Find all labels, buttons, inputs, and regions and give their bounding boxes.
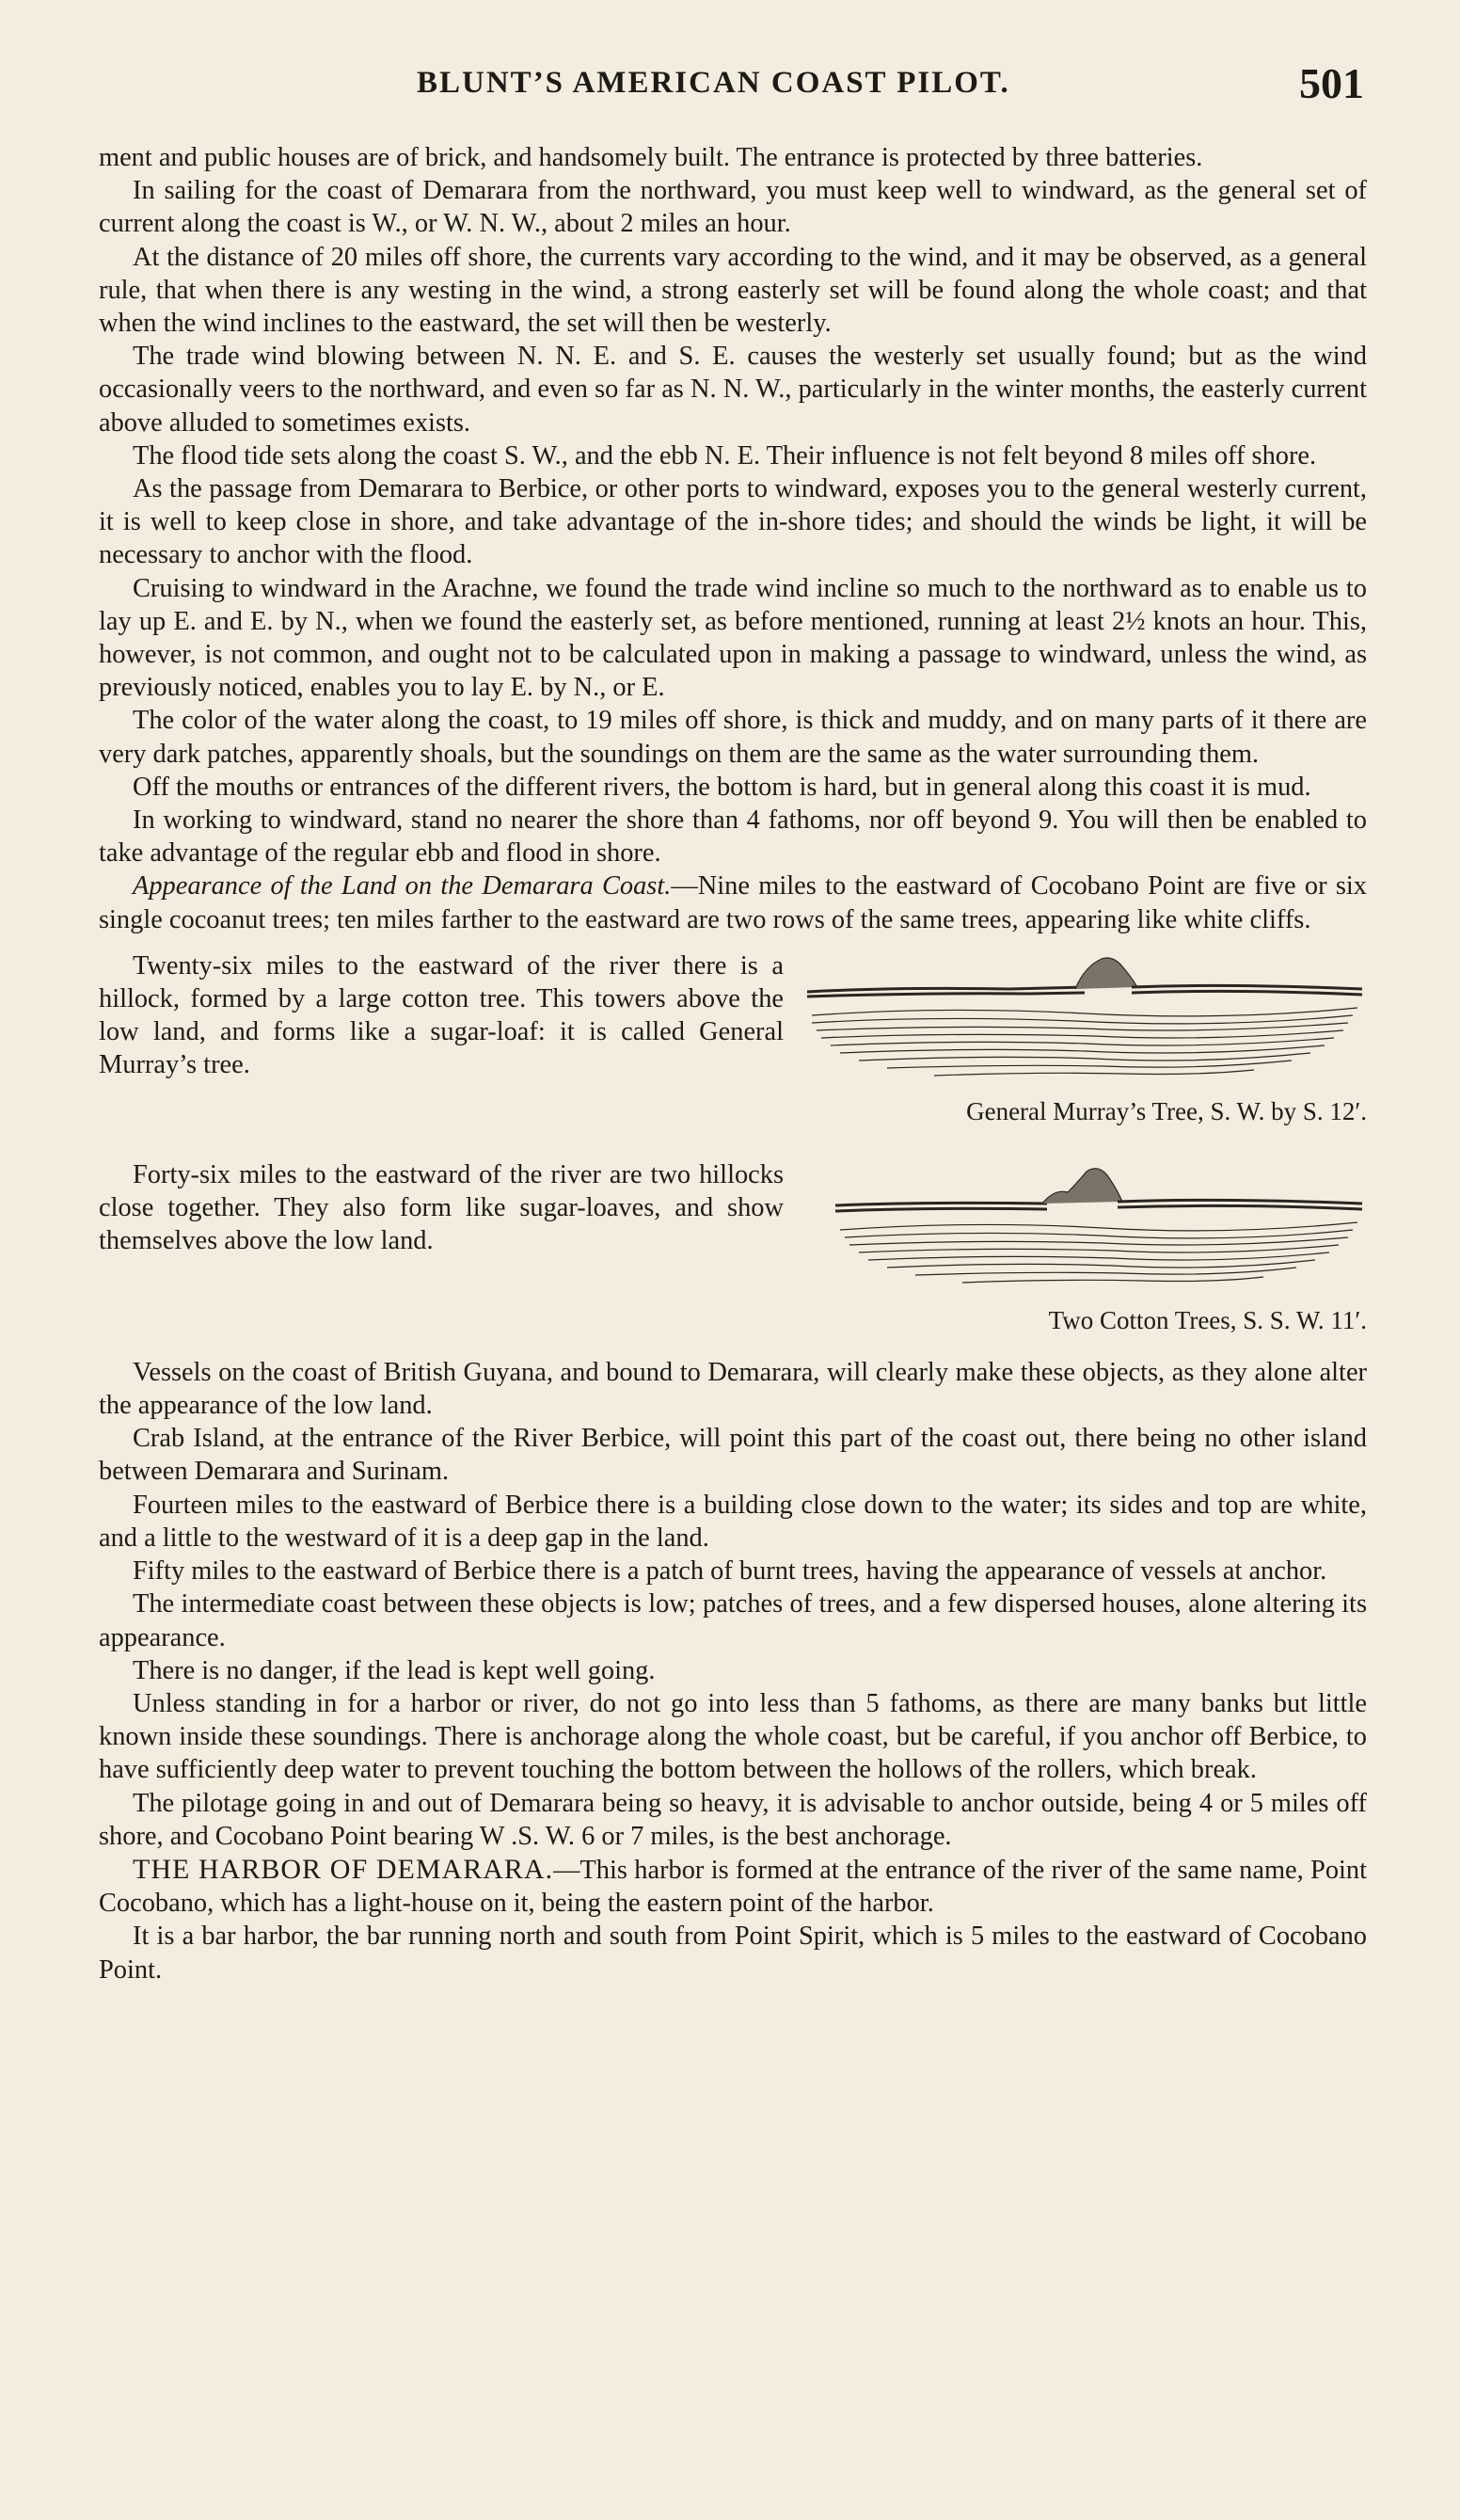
paragraph: Vessels on the coast of British Guyana, and bound to Demarara, will clearly make these objects, as they alone alter the appearance of the low land. (99, 1357, 1367, 1421)
appearance-lead: Appearance of the Land on the Demarara Coast. (133, 871, 672, 901)
figure-caption-cotton-trees: Two Cotton Trees, S. S. W. 11′. (1048, 1305, 1367, 1334)
figure-block-murray (99, 949, 1367, 1138)
paragraph: Fifty miles to the eastward of Berbice there is a patch of burnt trees, having the appearance of vessels at anchor. (133, 1556, 1327, 1587)
paragraph: The trade wind blowing between N. N. E. and S. E. causes the westerly set usually found; but as the wind occasionally veers to the northward, and even so far as N. N. W., particularly in the winter months, the easterly current above alluded to sometimes exists. (99, 342, 1367, 438)
running-head: BLUNT’S AMERICAN COAST PILOT. (417, 66, 1010, 100)
paragraph: At the distance of 20 miles off shore, the currents vary according to the wind, and it may be observed, as a general rule, that when there is any westing in the wind, a strong easterly set will be found along the whole coast; and that when the wind inclines to the eastward, the set will then be westerly. (99, 242, 1367, 339)
figure-murray (784, 949, 1367, 1126)
paragraph: It is a bar harbor, the bar running north and south from Point Spirit, which is 5 miles to the eastward of Cocobano Point. (99, 1922, 1367, 1985)
harbor-paragraph (99, 1853, 1367, 1920)
paragraph: Unless standing in for a harbor or river, do not go into less than 5 fathoms, as there are many banks but little known inside these soundings. There is anchorage along the whole coast, but be careful, if you anchor off Berbice, to have sufficiently deep water to prevent touching the bottom between the hollows of the rollers, which break. (99, 1688, 1367, 1785)
body-text (99, 141, 1367, 1986)
cotton-trees-engraving (831, 1158, 1367, 1300)
paragraph: Twenty-six miles to the eastward of the river there is a hillock, formed by a large cotton tree. This towers above the low land, and forms like a sugar-loaf: it is called General Murray’s tree. (99, 950, 784, 1080)
paragraph: There is no danger, if the lead is kept well going. (133, 1655, 656, 1685)
figure-block-cotton-trees (99, 1158, 1367, 1356)
paragraph: The color of the water along the coast, to 19 miles off shore, is thick and muddy, and on many parts of it there are very dark patches, apparently shoals, but the soundings on them are the same as the water surrounding them. (99, 706, 1367, 769)
paragraph: Forty-six miles to the eastward of the river are two hillocks close together. They also form like sugar-loaves, and show themselves above the low land. (99, 1159, 784, 1256)
paragraph: As the passage from Demarara to Berbice, or other ports to windward, exposes you to the general westerly current, it is well to keep close in shore, and take advantage of the in-shore tides; and should the winds be light, it will be necessary to anchor with the flood. (99, 474, 1367, 570)
paragraph: In working to windward, stand no nearer the shore than 4 fathoms, nor off beyond 9. You will then be enabled to take advantage of the regular ebb and flood in shore. (99, 805, 1367, 869)
appearance-text: —Nine miles to the eastward of Cocobano Point are five or six single cocoanut trees; ten miles farther to the eastward are two rows of the same trees, appearing like white cliffs. (99, 871, 1367, 934)
page-number: 501 (1299, 59, 1364, 107)
figure-text-cotton-trees (99, 1158, 784, 1258)
murray-tree-engraving (802, 949, 1367, 1091)
paragraph: Cruising to windward in the Arachne, we found the trade wind incline so much to the northward as to enable us to lay up E. and E. by N., when we found the easterly set, as before mentioned, running at least 2½ knots an hour. This, however, is not common, and ought not to be calculated upon in making a passage to windward, unless the wind, as previously noticed, enables you to lay E. by N., or E. (99, 573, 1367, 703)
paragraph: Fourteen miles to the eastward of Berbice there is a building close down to the water; its sides and top are white, and a little to the westward of it is a deep gap in the land. (99, 1490, 1367, 1553)
paragraph: The pilotage going in and out of Demarara being so heavy, it is advisable to anchor outside, being 4 or 5 miles off shore, and Cocobano Point bearing W .S. W. 6 or 7 miles, is the best anchorage. (99, 1788, 1367, 1851)
figure-cotton-trees (784, 1158, 1367, 1335)
paragraph: The intermediate coast between these objects is low; patches of trees, and a few dispersed houses, alone altering its appearance. (99, 1589, 1367, 1652)
paragraph: ment and public houses are of brick, and handsomely built. The entrance is protected by three batteries. (99, 143, 1203, 172)
harbor-heading: THE HARBOR OF DEMARARA. (133, 1853, 554, 1885)
paragraph: The flood tide sets along the coast S. W., and the ebb N. E. Their influence is not felt beyond 8 miles off shore. (133, 440, 1317, 471)
paragraph: Off the mouths or entrances of the different rivers, the bottom is hard, but in general along this coast it is mud. (133, 772, 1311, 802)
figure-caption-murray: General Murray’s Tree, S. W. by S. 12′. (966, 1096, 1367, 1125)
appearance-paragraph (99, 869, 1367, 935)
figure-text-murray (99, 949, 784, 1082)
harbor-text: —This harbor is formed at the entrance of the river of the same name, Point Cocobano, which has a light-house on it, being the eastern point of the harbor. (99, 1855, 1368, 1919)
paragraph: In sailing for the coast of Demarara from the northward, you must keep well to windward, as the general set of current along the coast is W., or W. N. W., about 2 miles an hour. (99, 176, 1367, 239)
paragraph: Crab Island, at the entrance of the River Berbice, will point this part of the coast out, there being no other island between Demarara and Surinam. (99, 1424, 1367, 1487)
page-header (99, 58, 1364, 115)
